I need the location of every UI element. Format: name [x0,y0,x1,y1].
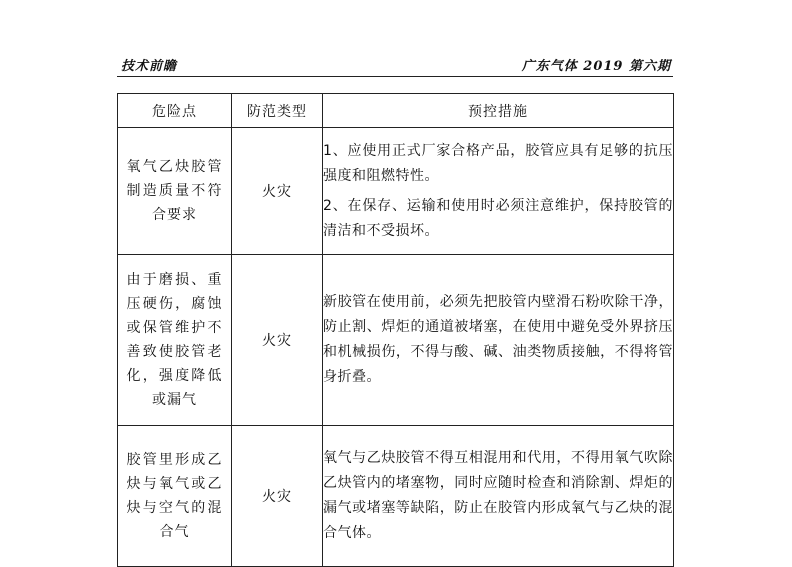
table-row [118,426,674,567]
measure-cell [323,255,674,426]
hazard-text: 胶管里形成乙炔与氧气或乙炔与空气的混合气 [126,452,223,540]
hazard-cell [118,255,232,426]
measure-cell [323,128,674,255]
measure-item: 2、在保存、运输和使用时必须注意维护，保持胶管的清洁和不受损坏。 [323,197,673,239]
hazard-text: 氧气乙炔胶管制造质量不符合要求 [126,159,223,223]
measure-item: 氧气与乙炔胶管不得互相混用和代用，不得用氧气吹除乙炔管内的堵塞物，同时应随时检查和消除割、焊炬的漏气或堵塞等缺陷，防止在胶管内形成氧气与乙炔的混合气体。 [323,450,673,541]
type-cell: 火灾 [232,128,323,255]
measure-item: 1、应使用正式厂家合格产品，胶管应具有足够的抗压强度和阻燃特性。 [323,142,673,184]
measure-item: 新胶管在使用前，必须先把胶管内壁滑石粉吹除干净，防止割、焊炬的通道被堵塞，在使用中避免受外界挤压和机械损伤，不得与酸、碱、油类物质接触，不得将管身折叠。 [323,294,673,385]
page-header [117,50,673,77]
type-cell: 火灾 [232,426,323,567]
hazard-cell [118,426,232,567]
column-header-hazard: 危险点 [118,94,232,128]
type-cell: 火灾 [232,255,323,426]
measure-cell [323,426,674,567]
column-header-type: 防范类型 [232,94,323,128]
column-header-measures: 预控措施 [323,94,674,128]
hazard-text: 由于磨损、重压硬伤，腐蚀或保管维护不善致使胶管老化，强度降低或漏气 [126,272,223,408]
table-header-row [118,94,674,128]
hazard-cell [118,128,232,255]
section-title: 技术前瞻 [121,59,178,74]
table-row [118,128,674,255]
risk-control-table [117,93,674,567]
publication-issue: 广东气体 2019 第六期 [521,59,671,74]
table-row [118,255,674,426]
